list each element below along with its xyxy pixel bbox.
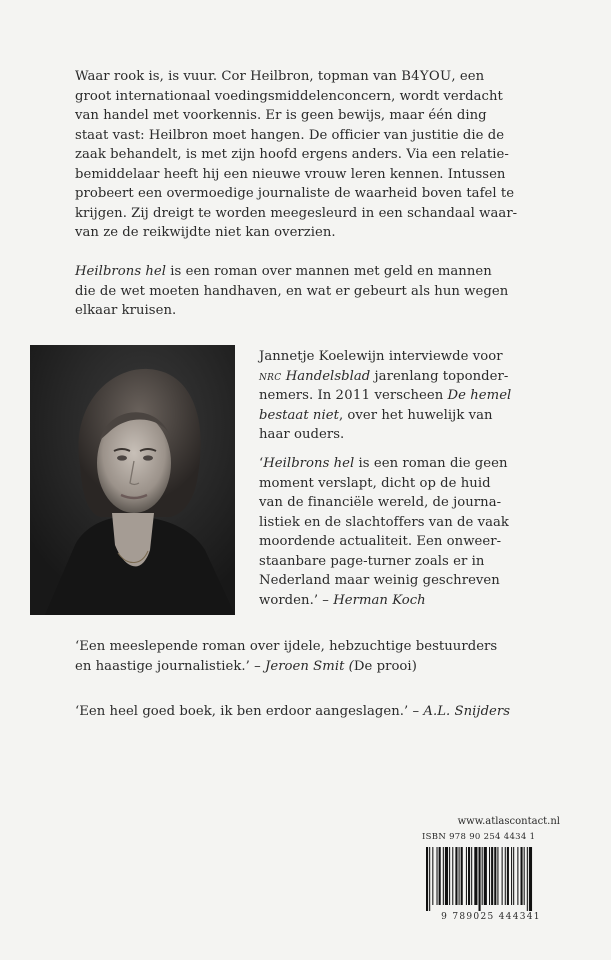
barcode-bar [494, 847, 496, 905]
barcode-bar [491, 847, 493, 905]
barcode-bar [426, 847, 428, 911]
barcode-bar [466, 847, 467, 905]
barcode-image [422, 847, 560, 911]
barcode-bar [505, 847, 506, 905]
barcode-digits: 9 789025 444341 [441, 912, 541, 922]
summary-paragraph: Heilbrons hel is een roman over mannen met geld en mannen die de wet moeten handhaven, en wat er gebeurt als hun wegen elkaar kruisen. [75, 264, 509, 318]
author-portrait [30, 345, 235, 615]
barcode-area [422, 816, 560, 926]
barcode-bar [527, 847, 528, 911]
barcode-bar [517, 847, 518, 905]
barcode-bar [461, 847, 463, 905]
barcode-bar [429, 847, 430, 911]
barcode-bar [502, 847, 503, 905]
barcode-bar [449, 847, 450, 905]
barcode-bar [484, 847, 487, 905]
barcode-bar [455, 847, 457, 905]
barcode-bar [437, 847, 438, 905]
isbn-label: ISBN 978 90 254 4434 1 [422, 832, 536, 842]
barcode-bar [474, 847, 477, 905]
barcode-bar [459, 847, 460, 905]
barcode-bar [513, 847, 514, 905]
publisher-url: www.atlascontact.nl [457, 816, 560, 827]
newspaper-name: nrc [259, 368, 282, 384]
barcode-bar [445, 847, 448, 905]
brand-b4you: B4YOU [401, 69, 452, 84]
barcode-bar [432, 847, 433, 905]
barcode-bar [468, 847, 470, 905]
quote-jeroen-smit: ‘Een meeslepende roman over ijdele, hebzuchtige bestuurders en haastige journalistiek.’ – Jeroen Smit (De prooi) [75, 639, 498, 674]
barcode-bar [482, 847, 483, 905]
barcode-bar [443, 847, 444, 905]
barcode-bar [452, 847, 453, 905]
barcode-bar [479, 847, 481, 911]
quote-al-snijders: ‘Een heel goed boek, ik ben erdoor aangeslagen.’ – A.L. Snijders [75, 704, 511, 719]
author-bio: Jannetje Koelewijn interviewde voor nrc Handelsblad jarenlang toponder- nemers. In 2011 verscheen De hemel bestaat niet, over het huwelijk van haar ouders. [259, 349, 512, 442]
intro-paragraph: Waar rook is, is vuur. Cor Heilbron, topman van B4YOU, een groot internationaal voedingsmiddelenconcern, wordt verdacht van handel met voorkennis. Er is geen bewijs, maar één ding staat vast: Heilbron moet hangen. De officier van justitie die de zaak behandelt, is met zijn hoofd ergens anders. Via een relatie- bemiddelaar heeft hij een nieuwe vrouw leren kennen. Intussen probeert een overmoedige journaliste de waarheid boven tafel te krijgen. Zij dreigt te worden meegesleurd in een schandaal waar- van ze de reikwijdte niet kan overzien. [75, 69, 518, 240]
barcode-bar [524, 847, 525, 905]
barcode-bar [471, 847, 472, 905]
barcode-bar [439, 847, 441, 905]
book-title: Heilbrons hel [75, 264, 167, 279]
barcode-bar [529, 847, 532, 911]
barcode-bar [489, 847, 490, 905]
barcode-bar [497, 847, 498, 905]
author-photo [30, 345, 235, 615]
quote-herman-koch: ‘Heilbrons hel is een roman die geen moment verslapt, dicht op de huid van de financiële wereld, de journa- listiek en de slachtoffers van de vaak moordende actualiteit. Een onweer- staanbare page-turner zoals er in Nederland maar weinig geschreven worden.’ – Herman Koch [259, 456, 509, 608]
barcode-bar [521, 847, 523, 905]
barcode-bar [507, 847, 509, 905]
barcode-bar [511, 847, 512, 905]
